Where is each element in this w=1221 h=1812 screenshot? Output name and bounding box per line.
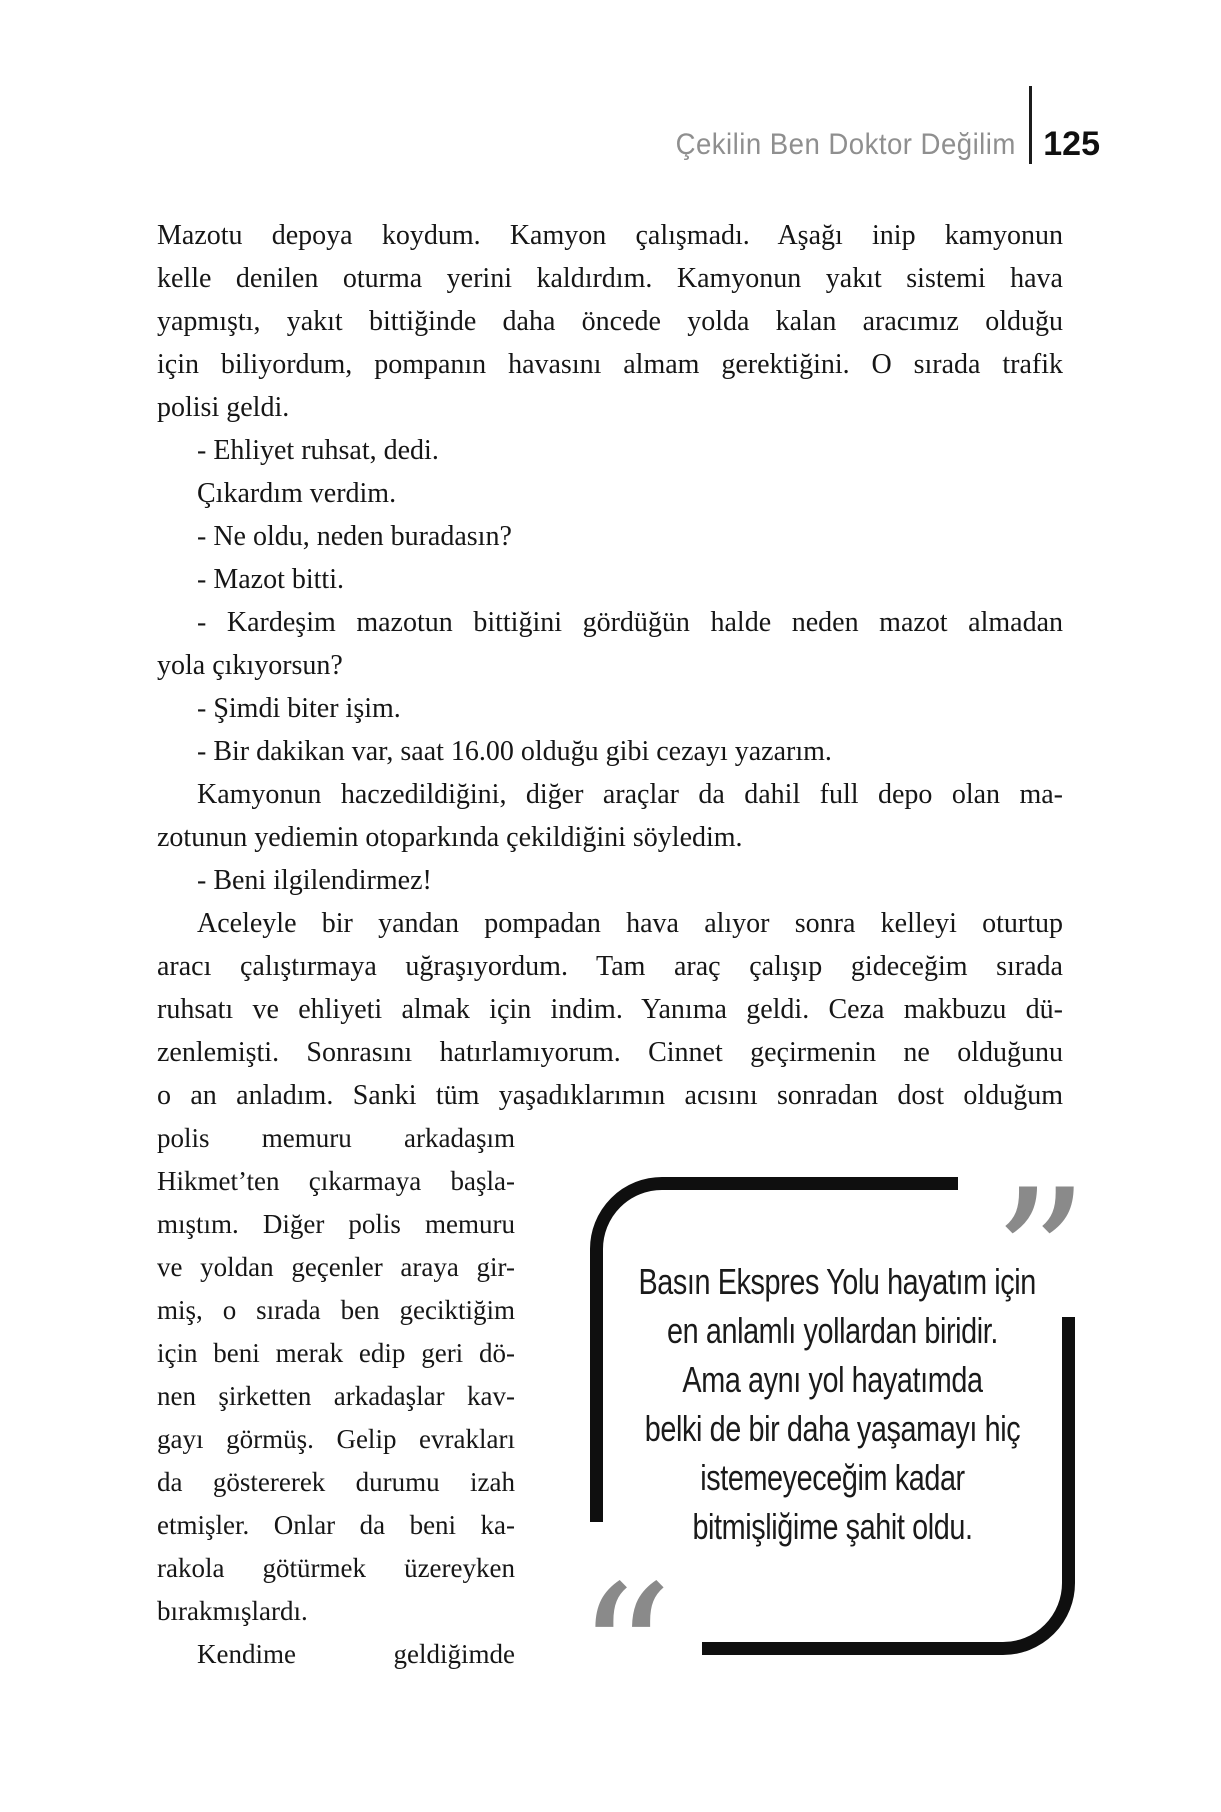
body-text-line: - Kardeşim mazotun bittiğini gördüğün halde neden mazot almadan <box>197 607 1063 638</box>
pull-quote <box>576 1149 1089 1766</box>
body-text-line: Aceleyle bir yandan pompadan hava alıyor sonra kelleyi oturtup <box>197 908 1063 939</box>
body-text-line: Kendime geldiğimde <box>197 1639 515 1669</box>
body-text-line: gayı görmüş. Gelip evrakları <box>157 1424 515 1454</box>
opening-quotes-icon: “ <box>576 1545 674 1766</box>
body-text-line: mıştım. Diğer polis memuru <box>157 1209 515 1239</box>
pull-quote-line: belki de bir daha yaşamayı hiç <box>644 1408 1021 1449</box>
body-text-line: için beni merak edip geri dö- <box>157 1338 515 1368</box>
body-text-line: - Mazot bitti. <box>197 564 344 595</box>
pull-quote-line: istemeyeceğim kadar <box>700 1457 965 1498</box>
body-text-line: etmişler. Onlar da beni ka- <box>157 1510 515 1540</box>
closing-quotes-icon: ” <box>991 1149 1089 1370</box>
body-text-line: Mazotu depoya koydum. Kamyon çalışmadı. Aşağı inip kamyonun <box>157 220 1063 251</box>
body-text-line: polis memuru arkadaşım <box>157 1123 515 1153</box>
pull-quote-line: en anlamlı yollardan biridir. <box>667 1310 998 1351</box>
page-header <box>646 86 1100 164</box>
body-text-line: yola çıkıyorsun? <box>157 650 343 681</box>
body-text-line: - Ne oldu, neden buradasın? <box>197 521 512 552</box>
body-text-line: - Şimdi biter işim. <box>197 693 401 724</box>
body-text-line: - Ehliyet ruhsat, dedi. <box>197 435 439 466</box>
body-text-line: yapmıştı, yakıt bittiğinde daha öncede yolda kalan aracımız olduğu <box>157 306 1063 337</box>
body-text-line: nen şirketten arkadaşlar kav- <box>157 1381 515 1411</box>
header-divider <box>1029 86 1032 164</box>
body-text-line: - Beni ilgilendirmez! <box>197 865 432 896</box>
body-text-line: rakola götürmek üzereyken <box>157 1553 515 1583</box>
body-text <box>157 214 1063 1117</box>
body-text-line: zotunun yediemin otoparkında çekildiğini söyledim. <box>157 822 743 853</box>
body-text-line: aracı çalıştırmaya uğraşıyordum. Tam araç çalışıp gideceğim sırada <box>157 951 1063 982</box>
body-text-line: bırakmışlardı. <box>157 1596 308 1626</box>
wrapped-text-column <box>157 1117 515 1676</box>
body-text-line: miş, o sırada ben geciktiğim <box>157 1295 515 1325</box>
body-text-line: da göstererek durumu izah <box>157 1467 515 1497</box>
body-text-line: ruhsatı ve ehliyeti almak için indim. Yanıma geldi. Ceza makbuzu dü- <box>157 994 1063 1025</box>
body-text-line: Hikmet’ten çıkarmaya başla- <box>157 1166 515 1196</box>
body-text-line: - Bir dakikan var, saat 16.00 olduğu gibi cezayı yazarım. <box>197 736 832 767</box>
body-text-line: için biliyordum, pompanın havasını almam gerektiğini. O sırada trafik <box>157 349 1063 380</box>
pull-quote-line: Basın Ekspres Yolu hayatım için <box>638 1261 1036 1302</box>
chapter-title: Çekilin Ben Doktor Değilim <box>676 128 1017 161</box>
body-text-line: Kamyonun haczedildiğini, diğer araçlar da dahil full depo olan ma- <box>197 779 1063 810</box>
body-text-line: polisi geldi. <box>157 392 290 423</box>
pull-quote-text <box>638 1257 1036 1551</box>
body-text-line: ve yoldan geçenler araya gir- <box>157 1252 515 1282</box>
page-number: 125 <box>1043 125 1100 163</box>
body-text-line: kelle denilen oturma yerini kaldırdım. Kamyonun yakıt sistemi hava <box>157 263 1063 294</box>
pull-quote-line: bitmişliğime şahit oldu. <box>692 1506 973 1547</box>
body-text-line: zenlemişti. Sonrasını hatırlamıyorum. Cinnet geçirmenin ne olduğunu <box>157 1037 1063 1068</box>
body-text-line: o an anladım. Sanki tüm yaşadıklarımın acısını sonradan dost olduğum <box>157 1080 1063 1111</box>
body-text-line: Çıkardım verdim. <box>197 478 397 509</box>
pull-quote-line: Ama aynı yol hayatımda <box>682 1359 983 1400</box>
